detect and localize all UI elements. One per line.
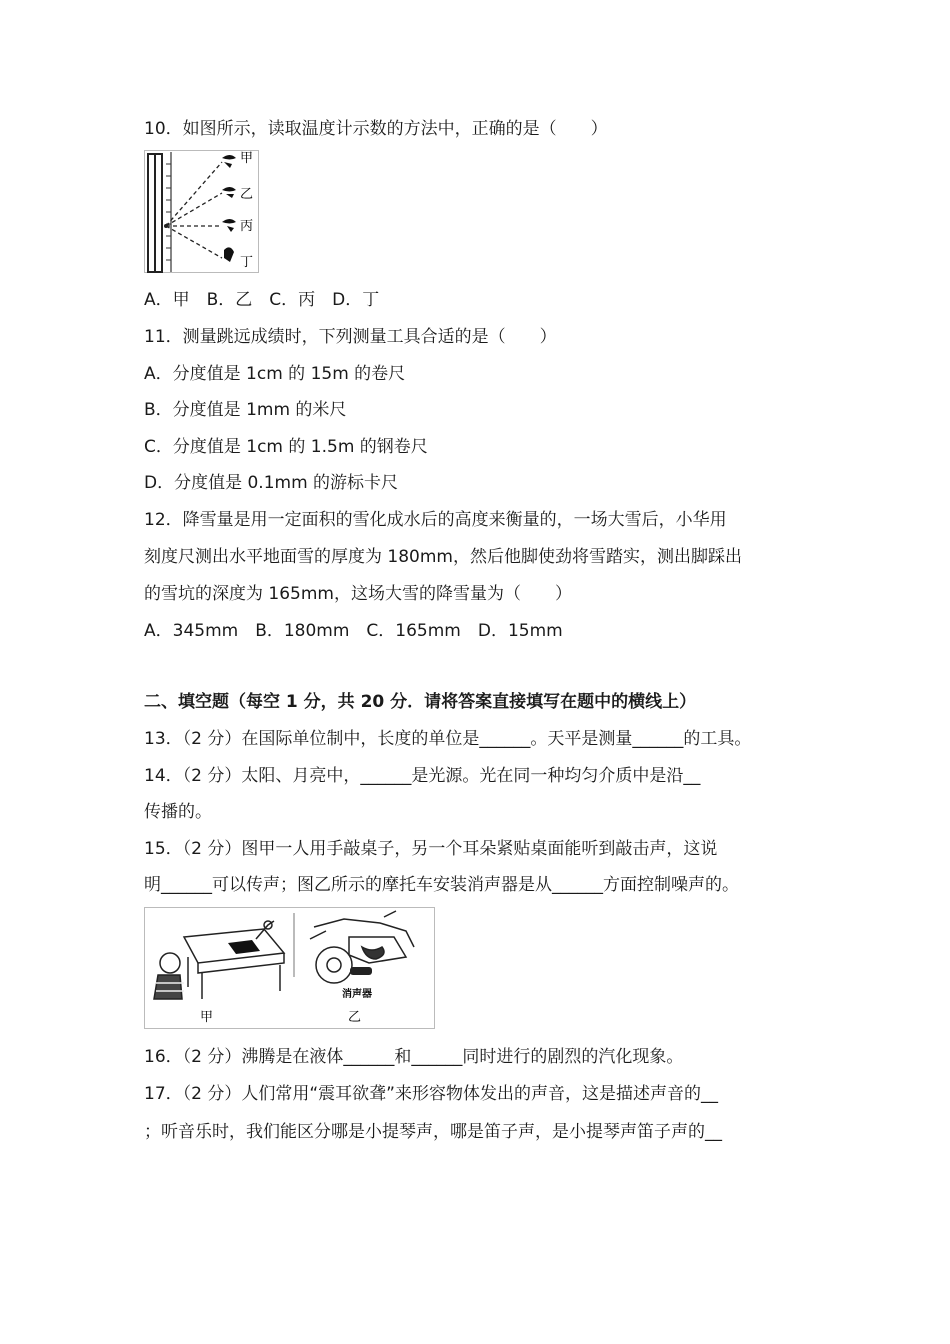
q10-stem: 10．如图所示，读取温度计示数的方法中，正确的是（ ） — [144, 119, 608, 139]
q11-option-c: C．分度值是 1cm 的 1.5m 的钢卷尺 — [144, 437, 428, 457]
eye-icon — [222, 187, 236, 198]
sound-figure — [144, 907, 436, 1031]
q11-option-a: A．分度值是 1cm 的 15m 的卷尺 — [144, 364, 406, 384]
q11-option-d: D．分度值是 0.1mm 的游标卡尺 — [144, 473, 399, 493]
eye-icon — [222, 219, 236, 232]
q11-stem: 11．测量跳远成绩时，下列测量工具合适的是（ ） — [144, 327, 557, 347]
thermometer-figure — [144, 150, 264, 274]
q12-options: A．345mm B．180mm C．165mm D．15mm — [144, 621, 563, 641]
fig-label-yi-15: 乙 — [348, 1010, 362, 1025]
q12-line-1: 12．降雪量是用一定面积的雪化成水后的高度来衡量的，一场大雪后，小华用 — [144, 510, 727, 530]
eye-icon — [222, 155, 236, 168]
q12-line-3: 的雪坑的深度为 165mm，这场大雪的降雪量为（ ） — [144, 584, 572, 604]
q16-line: 16．（2 分）沸腾是在液体______和______同时进行的剧烈的汽化现象。 — [144, 1047, 684, 1067]
table-drawing — [184, 929, 284, 999]
muffler-caption: 消声器 — [342, 989, 372, 1000]
fig-label-bing: 丙 — [240, 219, 254, 234]
q14-line-1: 14．（2 分）太阳、月亮中，______是光源。光在同一种均匀介质中是沿__ — [144, 766, 701, 786]
eye-icon — [224, 247, 234, 262]
q10-options: A．甲 B．乙 C．丙 D．丁 — [144, 290, 380, 310]
q12-line-2: 刻度尺测出水平地面雪的厚度为 180mm，然后他脚使劲将雪踏实，测出脚踩出 — [144, 547, 742, 567]
q17-line-1: 17．（2 分）人们常用“震耳欲聋”来形容物体发出的声音，这是描述声音的__ — [144, 1084, 718, 1104]
fig-label-jia-15: 甲 — [200, 1010, 214, 1025]
fig-label-jia: 甲 — [240, 151, 254, 166]
book-icon — [228, 940, 260, 954]
q11-option-b: B．分度值是 1mm 的米尺 — [144, 400, 347, 420]
q15-line-2: 明______可以传声；图乙所示的摩托车安装消声器是从______方面控制噪声的。 — [144, 875, 739, 895]
fig-label-yi: 乙 — [240, 187, 254, 202]
q13-line: 13．（2 分）在国际单位制中，长度的单位是______。天平是测量______的工具。 — [144, 729, 752, 749]
q15-line-1: 15．（2 分）图甲一人用手敲桌子，另一个耳朵紧贴桌面能听到敲击声，这说 — [144, 839, 718, 859]
section-heading: 二、填空题（每空 1 分，共 20 分．请将答案直接填写在题中的横线上） — [144, 692, 697, 712]
listening-person-icon — [154, 953, 184, 999]
q17-line-2: ；听音乐时，我们能区分哪是小提琴声，哪是笛子声，是小提琴声笛子声的__ — [144, 1122, 722, 1142]
q14-line-2: 传播的。 — [144, 802, 212, 822]
fig-label-ding: 丁 — [240, 255, 254, 270]
muffler-icon — [350, 967, 372, 975]
